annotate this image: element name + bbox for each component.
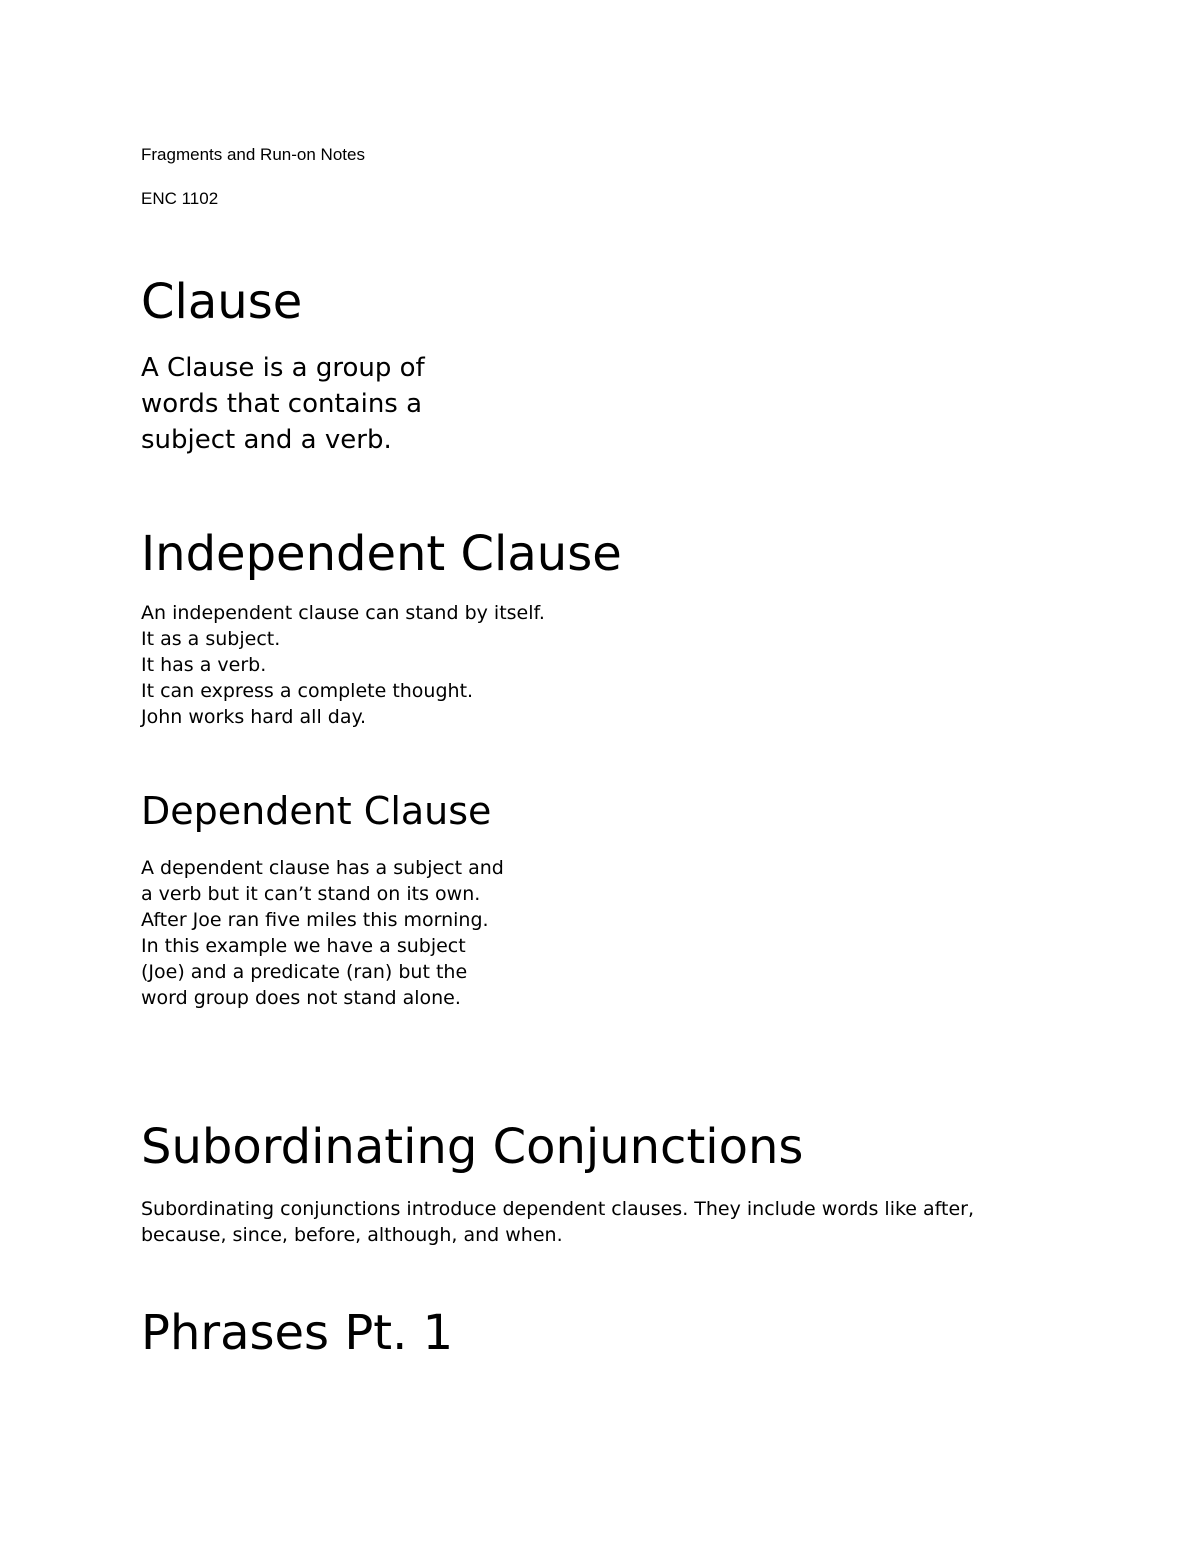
subordinating-conjunctions-text: Subordinating conjunctions introduce dependent clauses. They include words like after, because, since, before, although, and when. [141,1198,975,1246]
dependent-clause-text: A dependent clause has a subject and a verb but it can’t stand on its own. After Joe ran five miles this morning. In this example we have a subject (Joe) and a predicate (ran) but the word group does not stand alone. [141,857,504,1009]
heading-phrases: Phrases Pt. 1 [141,1305,454,1361]
heading-subordinating-conjunctions: Subordinating Conjunctions [141,1119,804,1175]
heading-dependent-clause: Dependent Clause [141,789,492,833]
course-code: ENC 1102 [141,189,219,208]
clause-definition: A Clause is a group of words that contains a subject and a verb. [141,353,425,455]
heading-independent-clause: Independent Clause [141,526,622,582]
document-title: Fragments and Run-on Notes [141,145,365,164]
independent-clause-text: An independent clause can stand by itself. It as a subject. It has a verb. It can express a complete thought. John works hard all day. [141,602,545,728]
heading-clause: Clause [141,274,303,330]
